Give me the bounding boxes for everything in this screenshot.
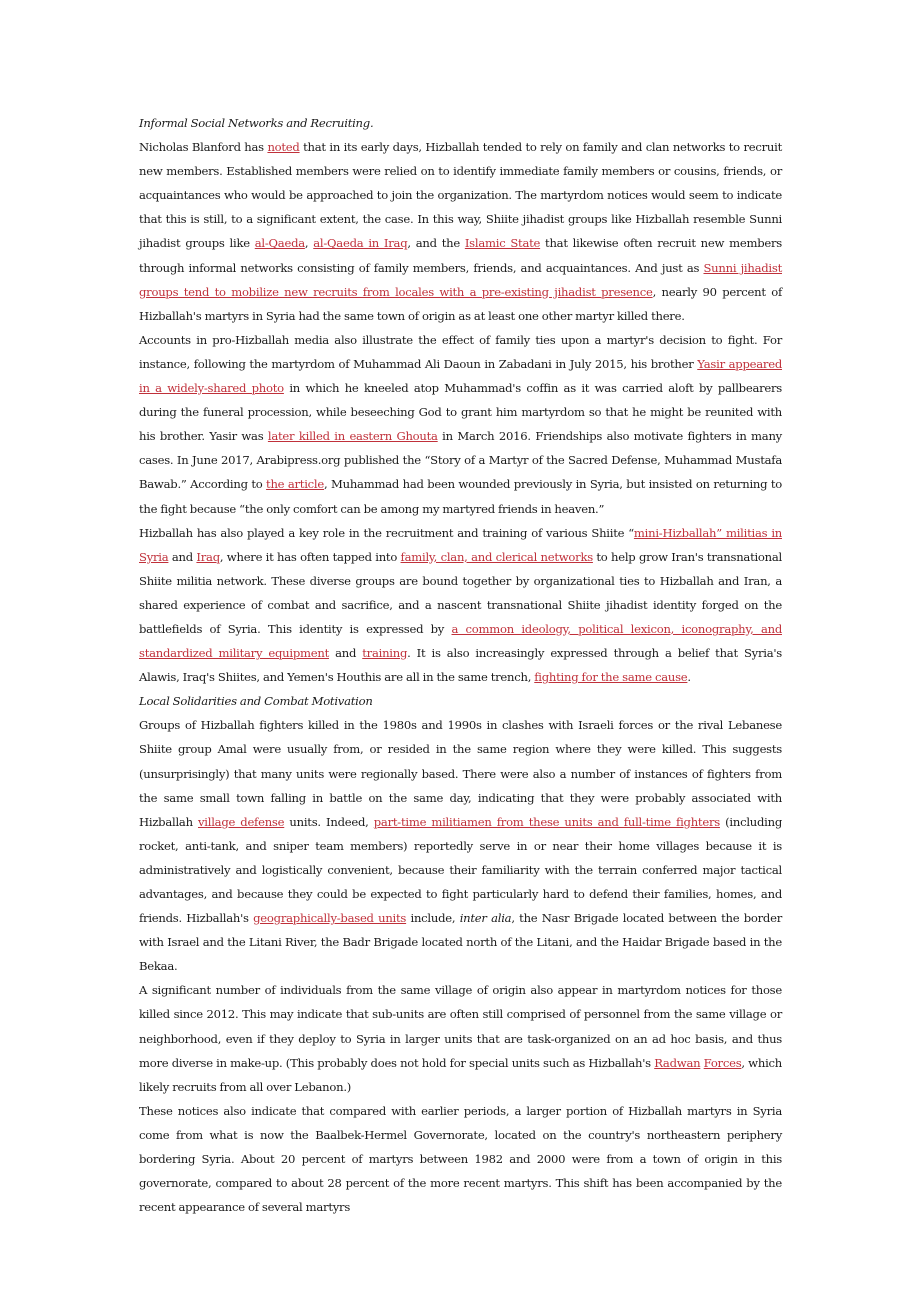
link-noted[interactable]: noted [267,140,300,155]
text: , [304,236,314,251]
text: units. Indeed, [284,814,374,829]
link-forces[interactable]: Forces [703,1055,742,1070]
emphasis-inter-alia: inter alia [459,911,512,926]
link-training[interactable]: training [362,646,408,661]
link-iraq[interactable]: Iraq [196,549,220,564]
text: and [328,646,363,661]
text: that in its early days, Hizballah tended to rely on family and clan networks to recruit new members. Established members were relied on to identify immediate family members or cousins, friends, or acquaintances who would be approached to join the organization. The martyrdom notices would seem to indicate that this is still, to a significant extent, the case. In this way, Shiite jihadist groups like Hizballah resemble Sunni jihadist groups like [139,140,782,251]
text: , which likely recruits from all over Lebanon.) [139,1055,782,1094]
paragraph-4 [139,713,782,978]
text: to help grow Iran's transnational Shiite militia network. These diverse groups are bound together by organizational ties to Hizballah and Iran, a shared experience of combat and sacrifice, and a nascent transnational Shiite jihadist identity forged on the battlefields of Syria. This identity is expressed by [139,549,783,636]
text: . It is also increasingly expressed through a belief that Syria's Alawis, Iraq's Shiites, and Yemen's Houthis are all in the same trench, [139,646,783,685]
link-part-time-militiamen[interactable]: part-time militiamen from these units and full-time fighters [373,814,720,829]
link-family-clan-clerical[interactable]: family, clan, and clerical networks [400,549,593,564]
link-same-cause[interactable]: fighting for the same cause [534,670,688,685]
text: . [687,670,691,685]
paragraph-1 [139,135,782,328]
text: and [168,549,197,564]
section-heading-local-solidarities: Local Solidarities and Combat Motivation [139,694,373,709]
text: , where it has often tapped into [219,549,401,564]
link-common-ideology[interactable]: a common ideology, political lexicon, iconography, and standardized military equipment [139,621,782,661]
paragraph-6 [139,1099,782,1219]
text: in March 2016. Friendships also motivate fighters in many cases. In June 2017, Arabipress.org published the “Story of a Martyr of the Sacred Defense, Muhammad Mustafa Bawab.” According to [139,429,782,492]
paragraph-3 [139,521,782,690]
text: , Muhammad had been wounded previously in Syria, but insisted on returning to the fight because “the only comfort can be among my martyred friends in heaven.” [139,477,782,516]
link-geographically-based-units[interactable]: geographically-based units [253,911,407,926]
text: Accounts in pro-Hizballah media also illustrate the effect of family ties upon a martyr's decision to fight. For instance, following the martyrdom of Muhammad Ali Daoun in Zabadani in July 2015, his brother [139,332,782,371]
text: These notices also indicate that compared with earlier periods, a larger portion of Hizballah martyrs in Syria come from what is now the Baalbek-Hermel Governorate, located on the country's northeastern periphery bordering Syria. About 20 percent of martyrs between 1982 and 2000 were from a town of origin in this governorate, compared to about 28 percent of the more recent martyrs. This shift has been accompanied by the recent appearance of several martyrs [139,1103,782,1215]
text: in which he kneeled atop Muhammad's coffin as it was carried aloft by pallbearers during the funeral procession, while beseeching God to grant him martyrdom so that he might be reunited with his brother. Yasir was [139,381,782,444]
text: include, [406,911,460,926]
link-al-qaeda-in-iraq[interactable]: al-Qaeda in Iraq [313,236,408,251]
link-the-article[interactable]: the article [266,477,324,492]
link-mini-hizballah-syria[interactable]: mini-Hizballah” militias in Syria [139,525,782,564]
text: , the Nasr Brigade located between the border with Israel and the Litani River, the Badr Brigade located north of the Litani, and the Haidar Brigade based in the Bekaa. [139,911,782,974]
link-radwan[interactable]: Radwan [654,1055,701,1070]
text: (including rocket, anti-tank, and sniper team members) reportedly serve in or near their home villages because it is administratively and logistically convenient, because their familiarity with the terrain conferred major tactical advantages, and because they could be expected to fight particularly hard to defend their families, homes, and friends. Hizballah's [139,814,783,926]
section-heading-informal-networks: Informal Social Networks and Recruiting. [139,116,374,130]
text: Nicholas Blanford has [139,140,268,155]
paragraph-5 [139,978,782,1098]
link-eastern-ghouta[interactable]: later killed in eastern Ghouta [267,429,438,444]
text: A significant number of individuals from the same village of origin also appear in martyrdom notices for those killed since 2012. This may indicate that sub-units are often still comprised of personnel from the same village or neighborhood, even if they deploy to Syria in larger units that are task-organized on an ad hoc basis, and thus more diverse in make-up. (This probably does not hold for special units such as Hizballah's [139,983,782,1070]
text: Hizballah has also played a key role in the recruitment and training of various Shiite “ [139,525,634,540]
article-body [139,111,782,1219]
link-al-qaeda[interactable]: al-Qaeda [254,236,305,251]
link-yasir-photo[interactable]: Yasir appeared in a widely-shared photo [139,356,783,396]
link-sunni-jihadist-groups[interactable]: Sunni jihadist groups tend to mobilize new recruits from locales with a pre-existing jihadist presence [139,260,782,299]
link-islamic-state[interactable]: Islamic State [464,236,541,251]
text: Groups of Hizballah fighters killed in the 1980s and 1990s in clashes with Israeli forces or the rival Lebanese Shiite group Amal were usually from, or resided in the same region where they were killed. This suggests (unsurprisingly) that many units were regionally based. There were also a number of instances of fighters from the same small town falling in battle on the same day, indicating that they were probably associated with Hizballah [139,718,782,829]
text: , nearly 90 percent of Hizballah's martyrs in Syria had the same town of origin as at least one other martyr killed there. [139,284,782,323]
text: that likewise often recruit new members through informal networks consisting of family members, friends, and acquaintances. And just as [139,236,782,275]
paragraph-2 [139,328,782,521]
text: , and the [407,236,465,251]
link-village-defense[interactable]: village defense [197,814,285,829]
